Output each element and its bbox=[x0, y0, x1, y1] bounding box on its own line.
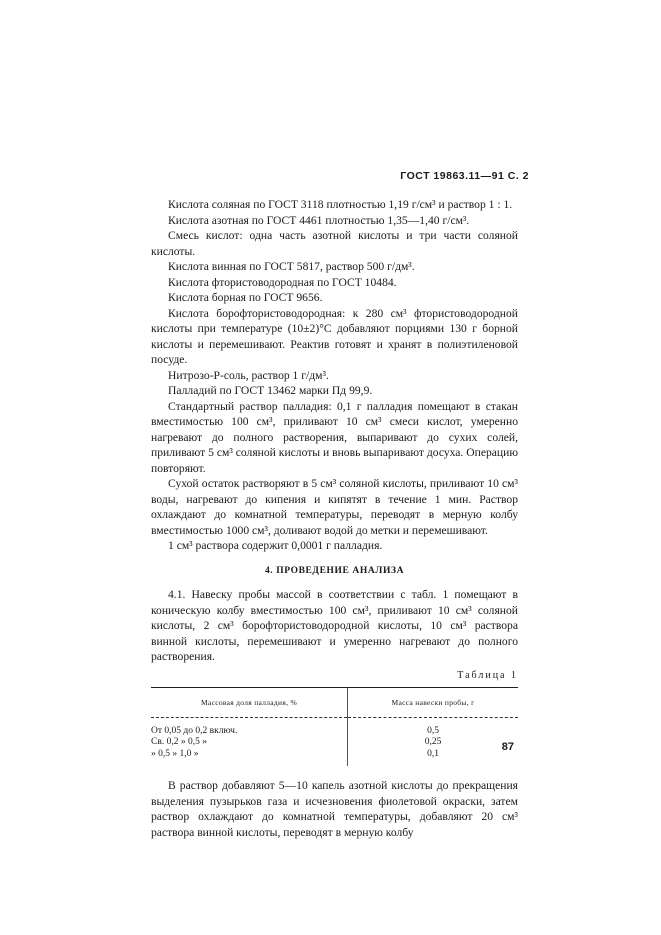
paragraph: Нитрозо-Р-соль, раствор 1 г/дм³. bbox=[168, 368, 329, 382]
page-header: ГОСТ 19863.11—91 С. 2 bbox=[400, 170, 529, 182]
paragraph: Сухой остаток растворяют в 5 см³ соляной кислоты, приливают 10 см³ воды, нагревают до кипения и кипятят в течение 1 мин. Раствор охлаждают до комнатной температуры, переводят в мерную колбу вместимостью 1000 см³, доливают водой до метки и перемешивают. bbox=[151, 477, 518, 537]
table-header-fraction: Массовая доля палладия, % bbox=[151, 688, 348, 718]
page-number: 87 bbox=[501, 741, 514, 753]
table-cell-mass: 0,1 bbox=[348, 749, 519, 767]
paragraph: Кислота азотная по ГОСТ 4461 плотностью 1,35—1,40 г/см³. bbox=[168, 213, 470, 227]
table-cell-range: Св. 0,2 » 0,5 » bbox=[151, 737, 207, 747]
paragraph-4-1: 4.1. Навеску пробы массой в соответствии с табл. 1 помещают в коническую колбу вместимостью 100 см³, приливают 10 см³ соляной кислоты, 2 см³ борофтористоводородной кислоты, 10 см³ раствора винной кислоты, перемешивают и умеренно нагревают до полного растворения. bbox=[151, 588, 518, 663]
body-text-top bbox=[151, 197, 518, 840]
paragraph: Кислота борная по ГОСТ 9656. bbox=[168, 291, 323, 304]
table-row bbox=[151, 737, 518, 749]
section-title: 4. ПРОВЕДЕНИЕ АНАЛИЗА bbox=[264, 565, 405, 576]
table-cell-mass: 0,5 bbox=[348, 717, 519, 737]
paragraph: 1 см³ раствора содержит 0,0001 г палладия. bbox=[168, 539, 383, 552]
table-row bbox=[151, 717, 518, 737]
paragraph-after-table: В раствор добавляют 5—10 капель азотной кислоты до прекращения выделения пузырьков газа и исчезновения фиолетовой окраски, затем раствор охлаждают до комнатной температуры, добавляют 20 см³ раствора винной кислоты, переводят в мерную колбу bbox=[151, 779, 518, 839]
paragraph: Кислота фтористоводородная по ГОСТ 10484. bbox=[168, 275, 397, 289]
table-row bbox=[151, 749, 518, 767]
table-cell-mass: 0,25 bbox=[348, 737, 519, 749]
paragraph: Стандартный раствор палладия: 0,1 г палладия помещают в стакан вместимостью 100 см³, приливают 10 см³ смеси кислот, умеренно нагревают до полного растворения, выпаривают до сухих солей, приливают 5 см³ соляной кислоты и вновь выпаривают досуха. Операцию повторяют. bbox=[151, 399, 518, 475]
table-cell-range: » 0,5 » 1,0 » bbox=[151, 748, 199, 759]
paragraph: Кислота борофтористоводородная: к 280 см³ фтористоводородной кислоты при температуре (10±2)°С добавляют порциями 130 г борной кислоты и перемешивают. Реактив готовят и хранят в полиэтиленовой посуде. bbox=[151, 306, 518, 366]
paragraph: Кислота винная по ГОСТ 5817, раствор 500 г/дм³. bbox=[168, 260, 415, 273]
table-header-mass: Масса навески пробы, г bbox=[348, 688, 519, 718]
table-cell-range: От 0,05 до 0,2 включ. bbox=[151, 725, 238, 736]
paragraph: Палладий по ГОСТ 13462 марки Пд 99,9. bbox=[168, 384, 373, 397]
paragraph: Кислота соляная по ГОСТ 3118 плотностью 1,19 г/см³ и раствор 1 : 1. bbox=[168, 198, 513, 211]
table-1 bbox=[151, 687, 518, 766]
table-caption: Таблица 1 bbox=[457, 669, 518, 681]
paragraph: Смесь кислот: одна часть азотной кислоты и три части соляной кислоты. bbox=[151, 229, 518, 258]
